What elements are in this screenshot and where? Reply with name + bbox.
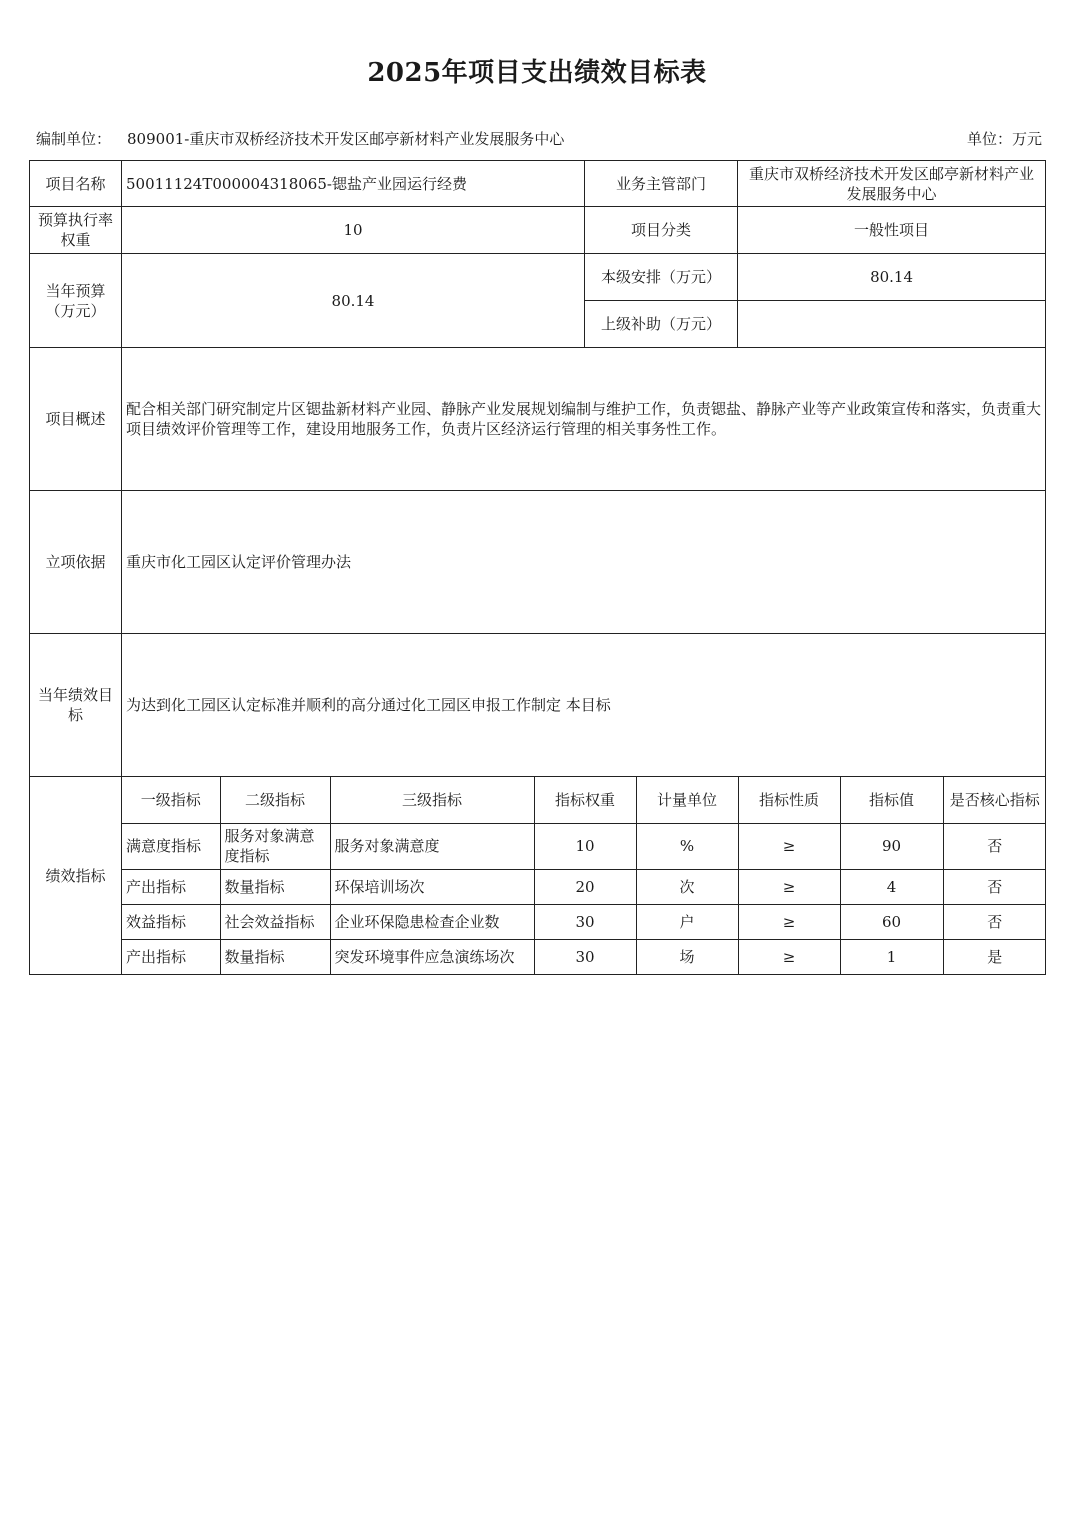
project-name-label: 项目名称 xyxy=(30,161,122,207)
indicator-weight: 10 xyxy=(534,823,636,869)
header-level2: 二级指标 xyxy=(220,777,330,823)
indicator-weight: 30 xyxy=(534,939,636,974)
indicator-level3: 企业环保隐患检查企业数 xyxy=(330,904,534,939)
basis-label: 立项依据 xyxy=(30,491,122,634)
weight-value: 10 xyxy=(122,207,585,254)
compiling-unit-label: 编制单位： xyxy=(36,130,112,148)
indicator-nature: ≥ xyxy=(738,869,840,904)
overview-label: 项目概述 xyxy=(30,348,122,491)
header-value: 指标值 xyxy=(840,777,943,823)
indicator-weight: 20 xyxy=(534,869,636,904)
indicator-level1: 产出指标 xyxy=(122,869,220,904)
indicator-value: 60 xyxy=(840,904,943,939)
indicator-level2: 数量指标 xyxy=(220,939,330,974)
indicator-level3: 突发环境事件应急演练场次 xyxy=(330,939,534,974)
project-name-value: 50011124T000004318065-锶盐产业园运行经费 xyxy=(122,161,585,207)
upper-funding-label: 上级补助（万元） xyxy=(585,301,738,348)
indicator-core: 否 xyxy=(943,869,1046,904)
indicator-nature: ≥ xyxy=(738,939,840,974)
indicator-row xyxy=(122,823,1046,869)
budget-label: 当年预算（万元） xyxy=(30,254,122,348)
indicator-core: 是 xyxy=(943,939,1046,974)
currency-unit: 单位：万元 xyxy=(966,130,1042,148)
dept-value: 重庆市双桥经济技术开发区邮亭新材料产业发展服务中心 xyxy=(738,161,1046,207)
goal-value: 为达到化工园区认定标准并顺利的高分通过化工园区申报工作制定 本目标 xyxy=(122,634,1046,777)
compiling-unit xyxy=(36,128,564,149)
indicator-level1: 效益指标 xyxy=(122,904,220,939)
indicator-value: 4 xyxy=(840,869,943,904)
basis-value: 重庆市化工园区认定评价管理办法 xyxy=(122,491,1046,634)
upper-funding-value xyxy=(738,301,1046,348)
indicator-unit: 次 xyxy=(636,869,738,904)
category-value: 一般性项目 xyxy=(738,207,1046,254)
indicator-row xyxy=(122,939,1046,974)
indicator-level1: 产出指标 xyxy=(122,939,220,974)
budget-value: 80.14 xyxy=(122,254,585,348)
indicator-nature: ≥ xyxy=(738,823,840,869)
indicator-weight: 30 xyxy=(534,904,636,939)
indicator-unit: % xyxy=(636,823,738,869)
header-nature: 指标性质 xyxy=(738,777,840,823)
header-level1: 一级指标 xyxy=(122,777,220,823)
indicator-table xyxy=(122,777,1046,974)
indicator-unit: 户 xyxy=(636,904,738,939)
header-core: 是否核心指标 xyxy=(943,777,1046,823)
performance-target-table xyxy=(29,160,1046,975)
indicator-level2: 数量指标 xyxy=(220,869,330,904)
indicator-nature: ≥ xyxy=(738,904,840,939)
header-unit: 计量单位 xyxy=(636,777,738,823)
indicator-row xyxy=(122,869,1046,904)
indicator-level3: 服务对象满意度 xyxy=(330,823,534,869)
indicator-level2: 服务对象满意度指标 xyxy=(220,823,330,869)
header-weight: 指标权重 xyxy=(534,777,636,823)
indicator-level3: 环保培训场次 xyxy=(330,869,534,904)
indicator-level1: 满意度指标 xyxy=(122,823,220,869)
indicator-level2: 社会效益指标 xyxy=(220,904,330,939)
goal-label: 当年绩效目标 xyxy=(30,634,122,777)
dept-label: 业务主管部门 xyxy=(585,161,738,207)
weight-label: 预算执行率权重 xyxy=(30,207,122,254)
indicator-core: 否 xyxy=(943,904,1046,939)
compiling-unit-value: 809001-重庆市双桥经济技术开发区邮亭新材料产业发展服务中心 xyxy=(127,130,565,148)
indicator-value: 90 xyxy=(840,823,943,869)
performance-indicators-cell xyxy=(122,777,1046,975)
indicator-value: 1 xyxy=(840,939,943,974)
indicator-unit: 场 xyxy=(636,939,738,974)
indicator-row xyxy=(122,904,1046,939)
local-funding-label: 本级安排（万元） xyxy=(585,254,738,301)
header-level3: 三级指标 xyxy=(330,777,534,823)
category-label: 项目分类 xyxy=(585,207,738,254)
overview-value: 配合相关部门研究制定片区锶盐新材料产业园、静脉产业发展规划编制与维护工作，负责锶盐、静脉产业等产业政策宣传和落实，负责重大项目绩效评价管理等工作，建设用地服务工作，负责片区经济运行管理的相关事务性工作。 xyxy=(122,348,1046,491)
indicator-header-row xyxy=(122,777,1046,823)
page-title: 2025年项目支出绩效目标表 xyxy=(367,58,707,88)
indicator-core: 否 xyxy=(943,823,1046,869)
local-funding-value: 80.14 xyxy=(738,254,1046,301)
performance-indicators-label: 绩效指标 xyxy=(30,777,122,975)
